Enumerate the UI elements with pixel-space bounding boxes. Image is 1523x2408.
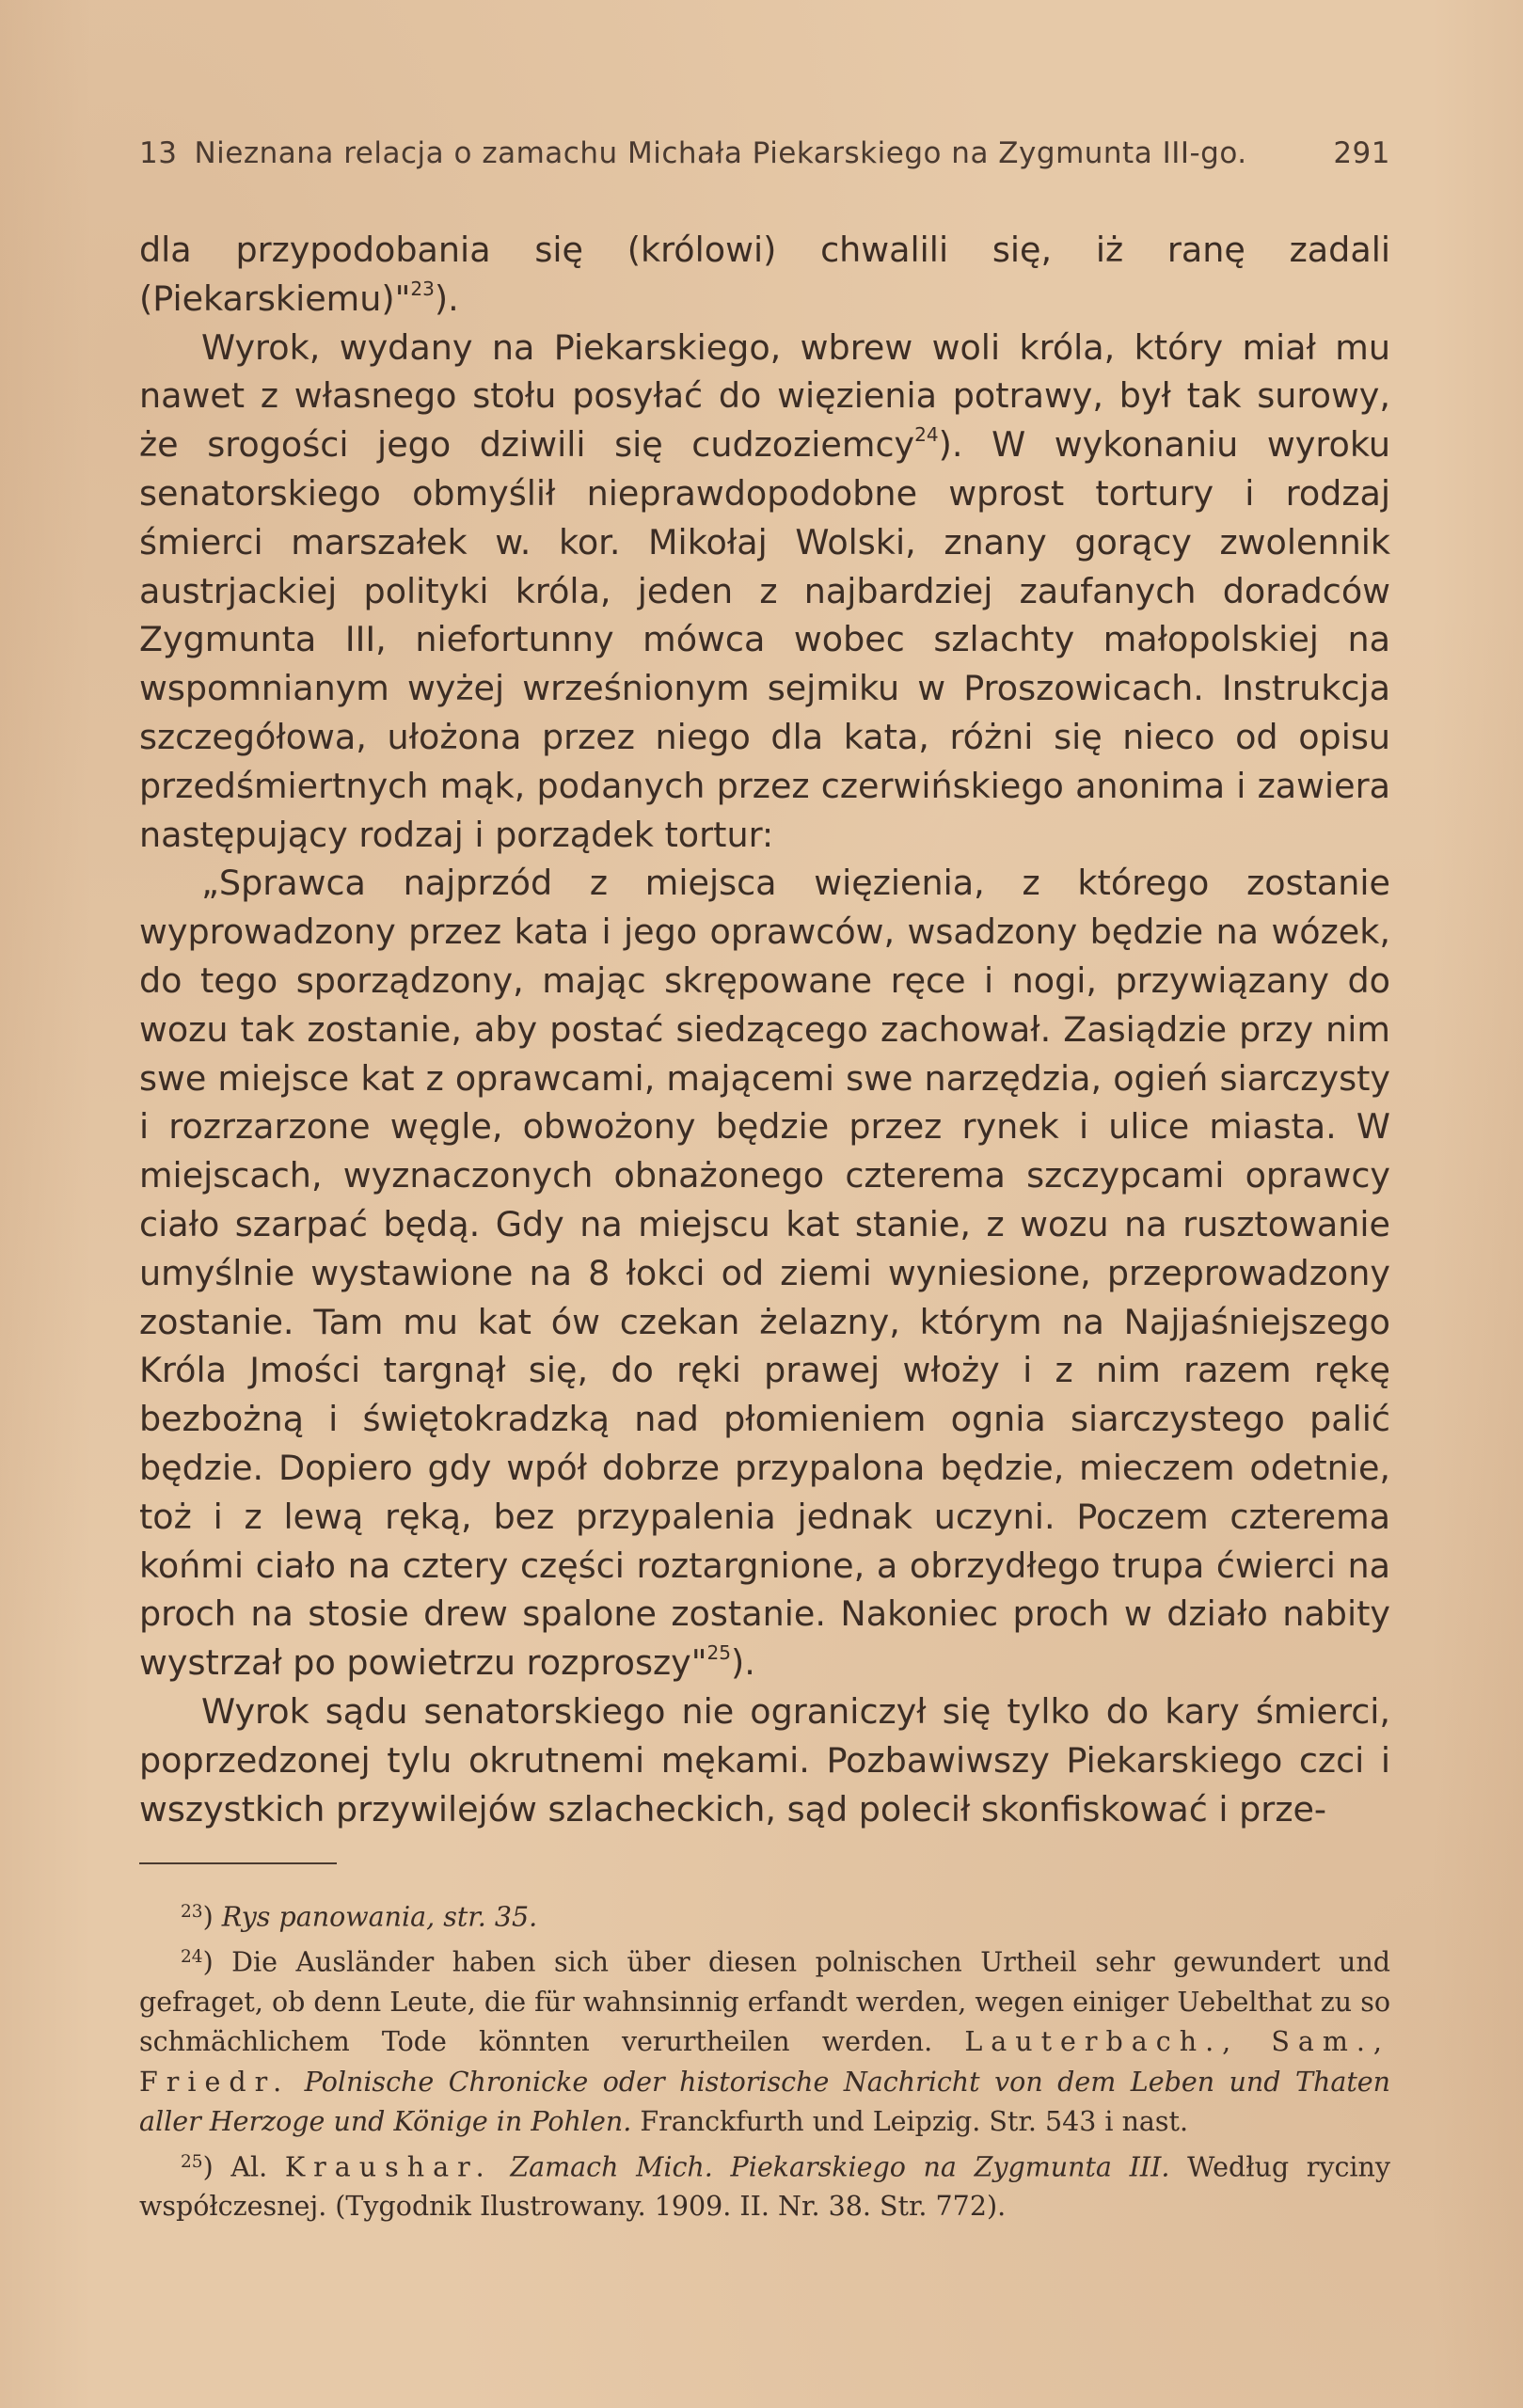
footnote-24-title: Polnische Chronicke oder historische Nachricht von dem Leben und Thaten aller Herzoge und Könige in Pohlen.: [139, 2066, 1390, 2137]
footnote-24: $^{24}$) Die Ausländer haben sich über diesen polnischen Urtheil sehr gewundert und gefraget, ob denn Leute, die für wahnsinnig erfandt werden, wegen einiger Uebelthat zu so schmächlichem Tode könnten verurtheilen werden. Lauterbach., Sam., Friedr. Polnische Chronicke oder historische Nachricht von dem Leben und Thaten aller Herzoge und Könige in Pohlen. Franckfurth und Leipzig. Str. 543 i nast.: [139, 1946, 1390, 2137]
paragraph-2-text-a: Wyrok, wydany na Piekarskiego, wbrew woli króla, który miał mu nawet z własnego stołu posyłać do więzienia potrawy, był tak surowy, że srogości jego dziwili się cudzoziemcy: [139, 326, 1390, 466]
footnote-23-number: 23: [181, 1902, 203, 1922]
paragraph-2: [139, 324, 1390, 860]
paragraph-3-end: ).: [731, 1642, 755, 1684]
footnote-25: $^{25}$) Al. Kraushar. Zamach Mich. Piekarskiego na Zygmunta III. Według ryciny współczesnej. (Tygodnik Ilustrowany. 1909. II. Nr. 38. Str. 772).: [139, 2150, 1391, 2223]
footnote-24-author-2: Sam.,: [1271, 2026, 1390, 2057]
footnote-23: $^{23}$) Rys panowania, str. 35.: [181, 1901, 538, 1933]
paragraph-1-end: ).: [434, 277, 459, 319]
footnote-ref-24: 24: [914, 423, 939, 447]
paragraph-3-quote: [139, 859, 1390, 1687]
footnote-24-author-3: Friedr.: [139, 2066, 291, 2098]
footnote-25-text: Według ryciny współczesnej. (Tygodnik Ilustrowany. 1909. II. Nr. 38. Str. 772).: [139, 2150, 1391, 2223]
paragraph-1: [139, 226, 1390, 324]
footnote-24-number: 24: [181, 1946, 203, 1967]
paragraph-2-text-b: ). W wykonaniu wyroku senatorskiego obmyślił nieprawdopodobne wprost tortury i rodzaj śmierci marszałek w. kor. Mikołaj Wolski, znany gorący zwolennik austrjackiej polityki króla, jeden z najbardziej zaufanych doradców Zygmunta III, niefortunny mówca wobec szlachty małopolskiej na wspomnianym wyżej wrześnionym sejmiku w Proszowicach. Instrukcja szczegółowa, ułożona przez niego dla kata, różni się nieco od opisu przedśmiertnych mąk, podanych przez czerwińskiego anonima i zawiera następujący rodzaj i porządek tortur:: [139, 424, 1391, 855]
footnote-25-title: Zamach Mich. Piekarskiego na Zygmunta III.: [510, 2150, 1170, 2182]
footnotes: [139, 1893, 1390, 2227]
footnote-25-number: 25: [181, 2151, 203, 2172]
paragraph-4: Wyrok sądu senatorskiego nie ograniczył się tylko do kary śmierci, poprzedzonej tylu okrutnemi mękami. Pozbawiwszy Piekarskiego czci i wszystkich przywilejów szlacheckich, sąd polecił skonfiskować i prze-: [139, 1690, 1390, 1830]
main-text: [139, 226, 1390, 1833]
footnote-23-text: Rys panowania, str. 35.: [221, 1901, 538, 1933]
footnote-ref-23: 23: [410, 277, 435, 300]
running-header: [139, 136, 1390, 170]
chapter-number: 13: [139, 136, 178, 170]
running-title: Nieznana relacja o zamachu Michała Piekarskiego na Zygmunta III-go.: [194, 136, 1247, 170]
footnote-24-text-a: Die Ausländer haben sich über diesen polnischen Urtheil sehr gewundert und gefraget, ob denn Leute, die für wahnsinnig erfandt werden, wegen einiger Uebelthat zu so schmächlichem Tode könnten verurtheilen werden.: [139, 1946, 1390, 2057]
paragraph-1-text: dla przypodobania się (królowi) chwalili się, iż ranę zadali (Piekarskiemu)": [139, 230, 1390, 319]
footnote-separator: [139, 1862, 337, 1864]
footnote-25-al: Al.: [230, 2150, 268, 2182]
footnote-24-author-1: Lauterbach.,: [964, 2026, 1240, 2057]
footnote-24-text-b: Franckfurth und Leipzig. Str. 543 i nast.: [640, 2106, 1189, 2137]
header-left: [139, 136, 1247, 170]
footnote-25-author: Kraushar.: [284, 2150, 493, 2182]
paragraph-3-text: „Sprawca najprzód z miejsca więzienia, z którego zostanie wyprowadzony przez kata i jego oprawców, wsadzony będzie na wózek, do tego sporządzony, mając skrępowane ręce i nogi, przywiązany do wozu tak zostanie, aby postać siedzącego zachował. Zasiądzie przy nim swe miejsce kat z oprawcami, mającemi swe narzędzia, ogień siarczysty i rozrzarzone węgle, obwożony będzie przez rynek i ulice miasta. W miejscach, wyznaczonych obnażonego czterema szczypcami oprawcy ciało szarpać będą. Gdy na miejscu kat stanie, z wozu na rusztowanie umyślnie wystawione na 8 łokci od ziemi wyniesione, przeprowadzony zostanie. Tam mu kat ów czekan żelazny, którym na Najjaśniejszego Króla Jmości targnął się, do ręki prawej włoży i z nim razem rękę bezbożną i świętokradzką nad płomieniem ognia siarczystego palić będzie. Dopiero gdy wpół dobrze przypalona będzie, mieczem odetnie, toż i z lewą ręką, bez przypalenia jednak uczyni. Poczem czterema końmi ciało na cztery części roztargnione, a obrzydłego trupa ćwierci na proch na stosie drew spalone zostanie. Nakoniec proch w działo nabity wystrzał po powietrzu rozproszy": [139, 863, 1390, 1684]
footnote-ref-25: 25: [706, 1641, 732, 1665]
page-number: 291: [1333, 136, 1390, 170]
